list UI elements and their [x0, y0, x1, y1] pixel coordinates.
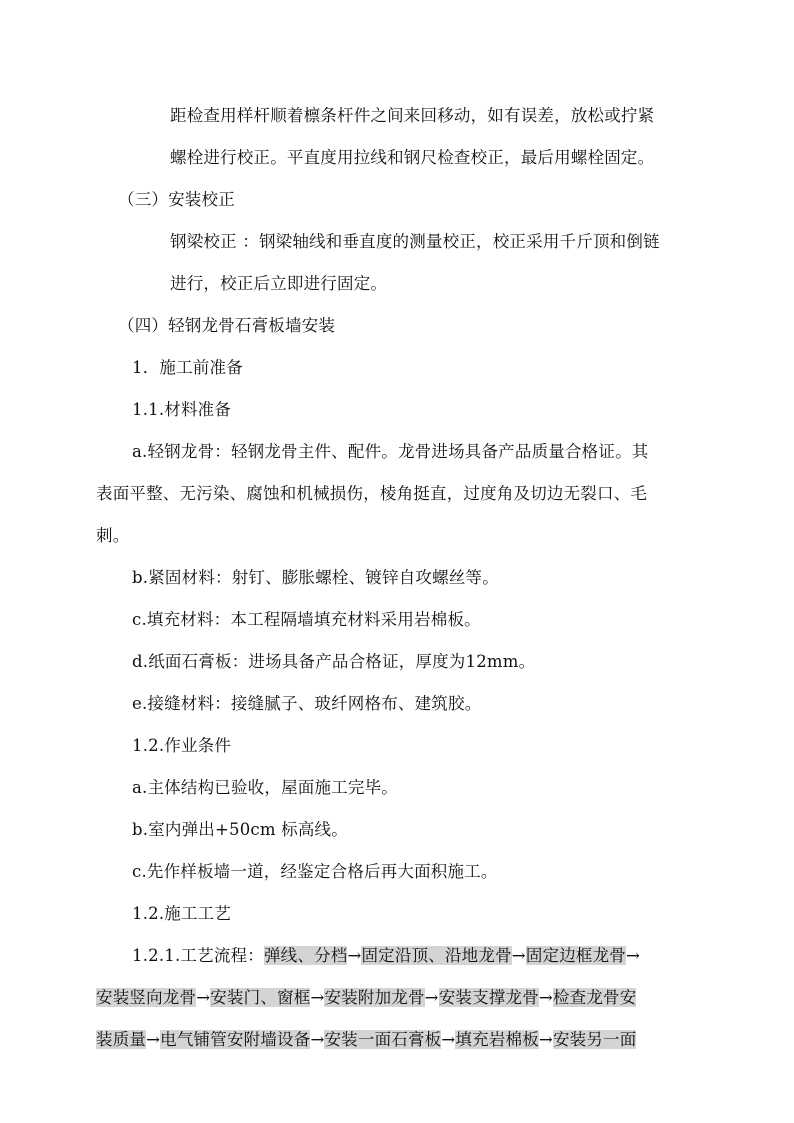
paragraph-line: e.接缝材料：接缝腻子、玻纤网格布、建筑胶。	[132, 694, 482, 713]
flow-prefix: 1.2.1.工艺流程：	[132, 946, 264, 965]
flow-step: 电气铺管安附墙设备	[160, 1030, 311, 1049]
subsection-heading: 1．施工前准备	[132, 358, 243, 377]
arrow-icon: →	[511, 946, 526, 965]
process-flow-line-3	[96, 1028, 636, 1052]
paragraph-line: b.紧固材料：射钉、膨胀螺栓、镀锌自攻螺丝等。	[132, 568, 499, 587]
arrow-icon: →	[146, 1030, 161, 1049]
flow-step: 安装附加龙骨	[324, 988, 425, 1007]
flow-step: 装质量	[96, 1030, 147, 1049]
flow-step: 检查龙骨安	[552, 988, 637, 1007]
arrow-icon: →	[310, 1030, 325, 1049]
flow-step: 填充岩棉板	[455, 1030, 539, 1049]
arrow-icon: →	[538, 988, 553, 1007]
flow-step: 安装门、窗框	[210, 988, 311, 1007]
process-flow-line-1	[132, 944, 640, 968]
arrow-icon: →	[441, 1030, 456, 1049]
paragraph-line: b.室内弹出+50cm 标高线。	[132, 820, 348, 839]
paragraph-line: 螺栓进行校正。平直度用拉线和钢尺检查校正，最后用螺栓固定。	[170, 148, 655, 167]
section-heading: （四）轻钢龙骨石膏板墙安装	[118, 316, 336, 335]
paragraph-line: 钢梁校正 ：钢梁轴线和垂直度的测量校正，校正采用千斤顶和倒链	[170, 232, 660, 251]
section-heading: （三）安装校正	[118, 190, 235, 209]
flow-step: 安装一面石膏板	[324, 1030, 442, 1049]
flow-step: 弹线、分档	[263, 946, 348, 965]
flow-step: 固定边框龙骨	[525, 946, 627, 965]
arrow-icon: →	[196, 988, 211, 1007]
arrow-icon: →	[538, 1030, 553, 1049]
paragraph-line: c.先作样板墙一道，经鉴定合格后再大面积施工。	[132, 862, 498, 881]
paragraph-line: 表面平整、无污染、腐蚀和机械损伤，棱角挺直，过度角及切边无裂口、毛	[96, 484, 648, 503]
paragraph-line: c.填充材料：本工程隔墙填充材料采用岩棉板。	[132, 610, 481, 629]
subsection-heading: 1.2.施工工艺	[132, 904, 232, 923]
arrow-icon: →	[310, 988, 325, 1007]
arrow-icon: →	[424, 988, 439, 1007]
paragraph-line: a.轻钢龙骨：轻钢龙骨主件、配件。龙骨进场具备产品质量合格证。其	[132, 442, 649, 461]
paragraph-line: 距检查用样杆顺着檩条杆件之间来回移动，如有误差，放松或拧紧	[170, 106, 655, 125]
flow-step: 固定沿顶、沿地龙骨	[361, 946, 512, 965]
flow-step: 安装竖向龙骨	[96, 988, 197, 1007]
paragraph-line: 进行，校正后立即进行固定。	[170, 274, 388, 293]
paragraph-line: 刺。	[96, 526, 130, 545]
flow-step: 安装另一面	[552, 1030, 637, 1049]
subsection-heading: 1.2.作业条件	[132, 736, 232, 755]
paragraph-line: d.纸面石膏板：进场具备产品合格证，厚度为12mm。	[132, 652, 536, 671]
arrow-icon: →	[626, 946, 641, 965]
subsection-heading: 1.1.材料准备	[132, 400, 232, 419]
arrow-icon: →	[347, 946, 362, 965]
flow-step: 安装支撑龙骨	[438, 988, 539, 1007]
paragraph-line: a.主体结构已验收，屋面施工完毕。	[132, 778, 398, 797]
process-flow-line-2	[96, 986, 636, 1010]
